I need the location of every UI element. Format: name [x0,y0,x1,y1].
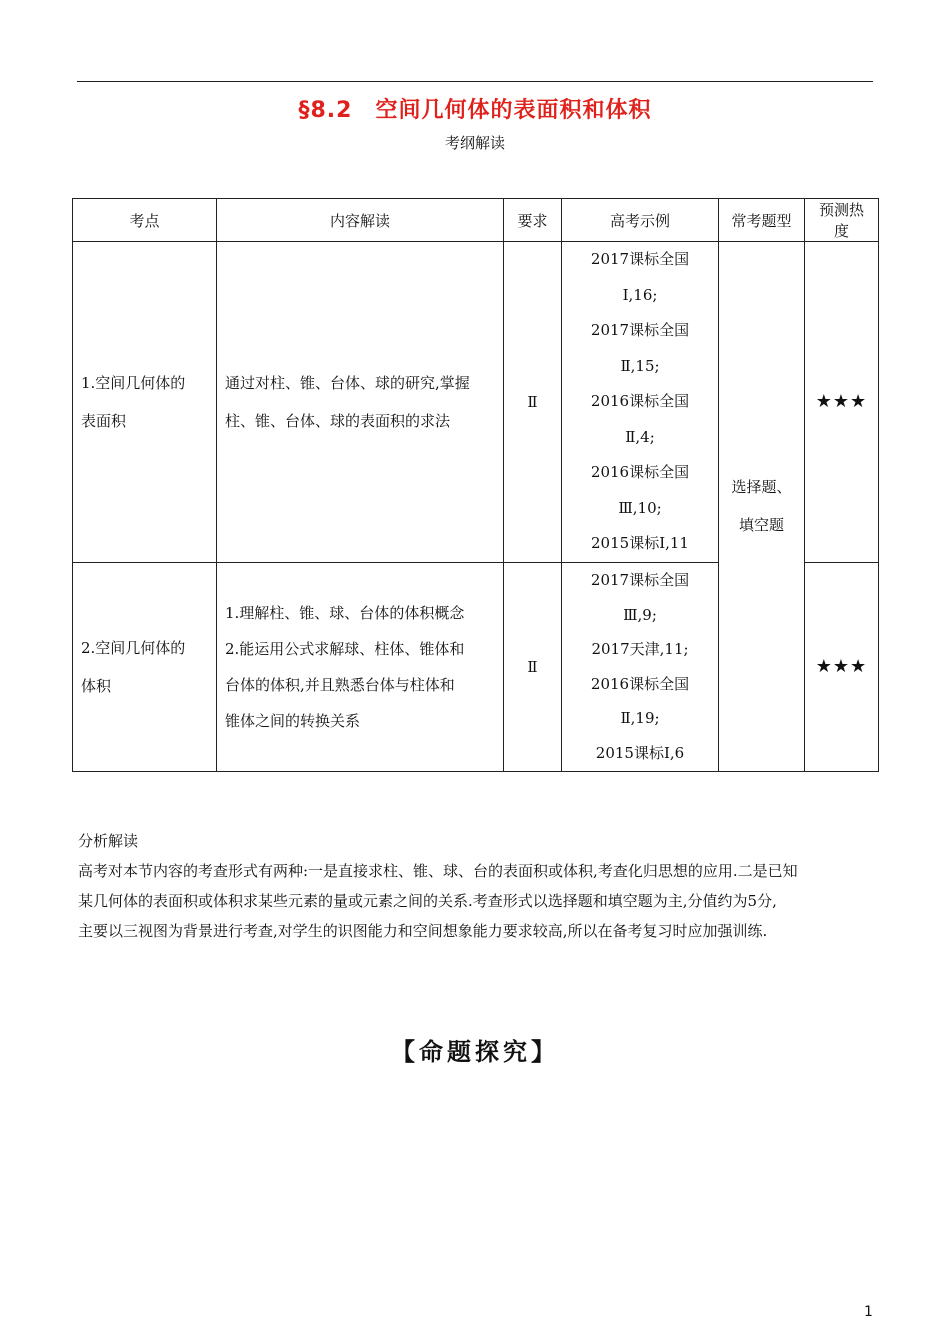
topic-line: 2.空间几何体的 [81,638,186,657]
heat-rating: ★★★ [805,562,879,771]
header-heat: 预测热度 [805,199,879,242]
example-line: Ⅲ,10; [618,498,662,517]
example-line: 2017课标全国 [590,250,690,268]
table-header-row [73,199,879,242]
requirement-cell: Ⅱ [504,562,562,771]
subtitle: 考纲解读 [444,134,505,152]
example-line: 2016课标全国 [590,392,690,410]
example-line: Ⅲ,9; [623,605,657,624]
syllabus-table [72,198,879,772]
content-line: 台体的体积,并且熟悉台体与柱体和 [225,675,455,694]
analysis-line: 主要以三视图为背景进行考查,对学生的识图能力和空间想象能力要求较高,所以在备考复习时应加强训练. [78,922,768,940]
header-content: 内容解读 [217,199,504,242]
top-rule [77,81,873,82]
content-line: 柱、锥、台体、球的表面积的求法 [225,411,451,430]
content-cell [217,242,504,563]
topic-cell [73,242,217,563]
analysis-heading: 分析解读 [78,832,139,850]
example-line: 2015课标Ⅰ,11 [591,534,689,552]
examples-cell [562,562,719,771]
example-line: 2017课标全国 [590,571,690,589]
content-line: 通过对柱、锥、台体、球的研究,掌握 [225,373,470,392]
page-title: §8.2 空间几何体的表面积和体积 [298,98,652,123]
analysis-section [78,826,878,946]
example-line: Ⅱ,15; [620,356,660,375]
requirement-cell: Ⅱ [504,242,562,563]
page-number: 1 [864,1304,873,1320]
example-line: Ⅱ,4; [625,427,655,446]
content-line: 2.能运用公式求解球、柱体、锥体和 [225,639,465,658]
example-line: 2016课标全国 [590,674,690,693]
header-question-type: 常考题型 [719,199,805,242]
example-line: 2016课标全国 [590,463,690,481]
topic-line: 表面积 [81,411,127,430]
example-line: 2017天津,11; [591,640,689,658]
example-line: Ⅱ,19; [620,709,660,727]
heat-rating: ★★★ [805,242,879,563]
content-cell [217,562,504,771]
question-type-line: 选择题、 [731,478,792,497]
question-type-line: 填空题 [738,516,784,535]
analysis-line: 某几何体的表面积或体积求某些元素的量或元素之间的关系.考查形式以选择题和填空题为主,分值约为5分, [78,892,777,910]
analysis-line: 高考对本节内容的考查形式有两种:一是直接求柱、锥、球、台的表面积或体积,考查化归思想的应用.二是已知 [78,862,798,880]
example-line: 2017课标全国 [590,321,690,339]
content-line: 锥体之间的转换关系 [225,711,361,730]
section-heading: 【命题探究】 [391,1038,559,1066]
topic-line: 体积 [81,676,112,695]
header-topic: 考点 [73,199,217,242]
question-type-cell [719,242,805,772]
topic-line: 1.空间几何体的 [81,373,186,392]
example-line: Ⅰ,16; [622,285,658,304]
content-line: 1.理解柱、锥、球、台体的体积概念 [225,603,465,622]
table-row [73,242,879,563]
header-requirement: 要求 [504,199,562,242]
topic-cell [73,562,217,771]
example-line: 2015课标Ⅰ,6 [595,743,685,762]
examples-cell [562,242,719,563]
header-examples: 高考示例 [562,199,719,242]
